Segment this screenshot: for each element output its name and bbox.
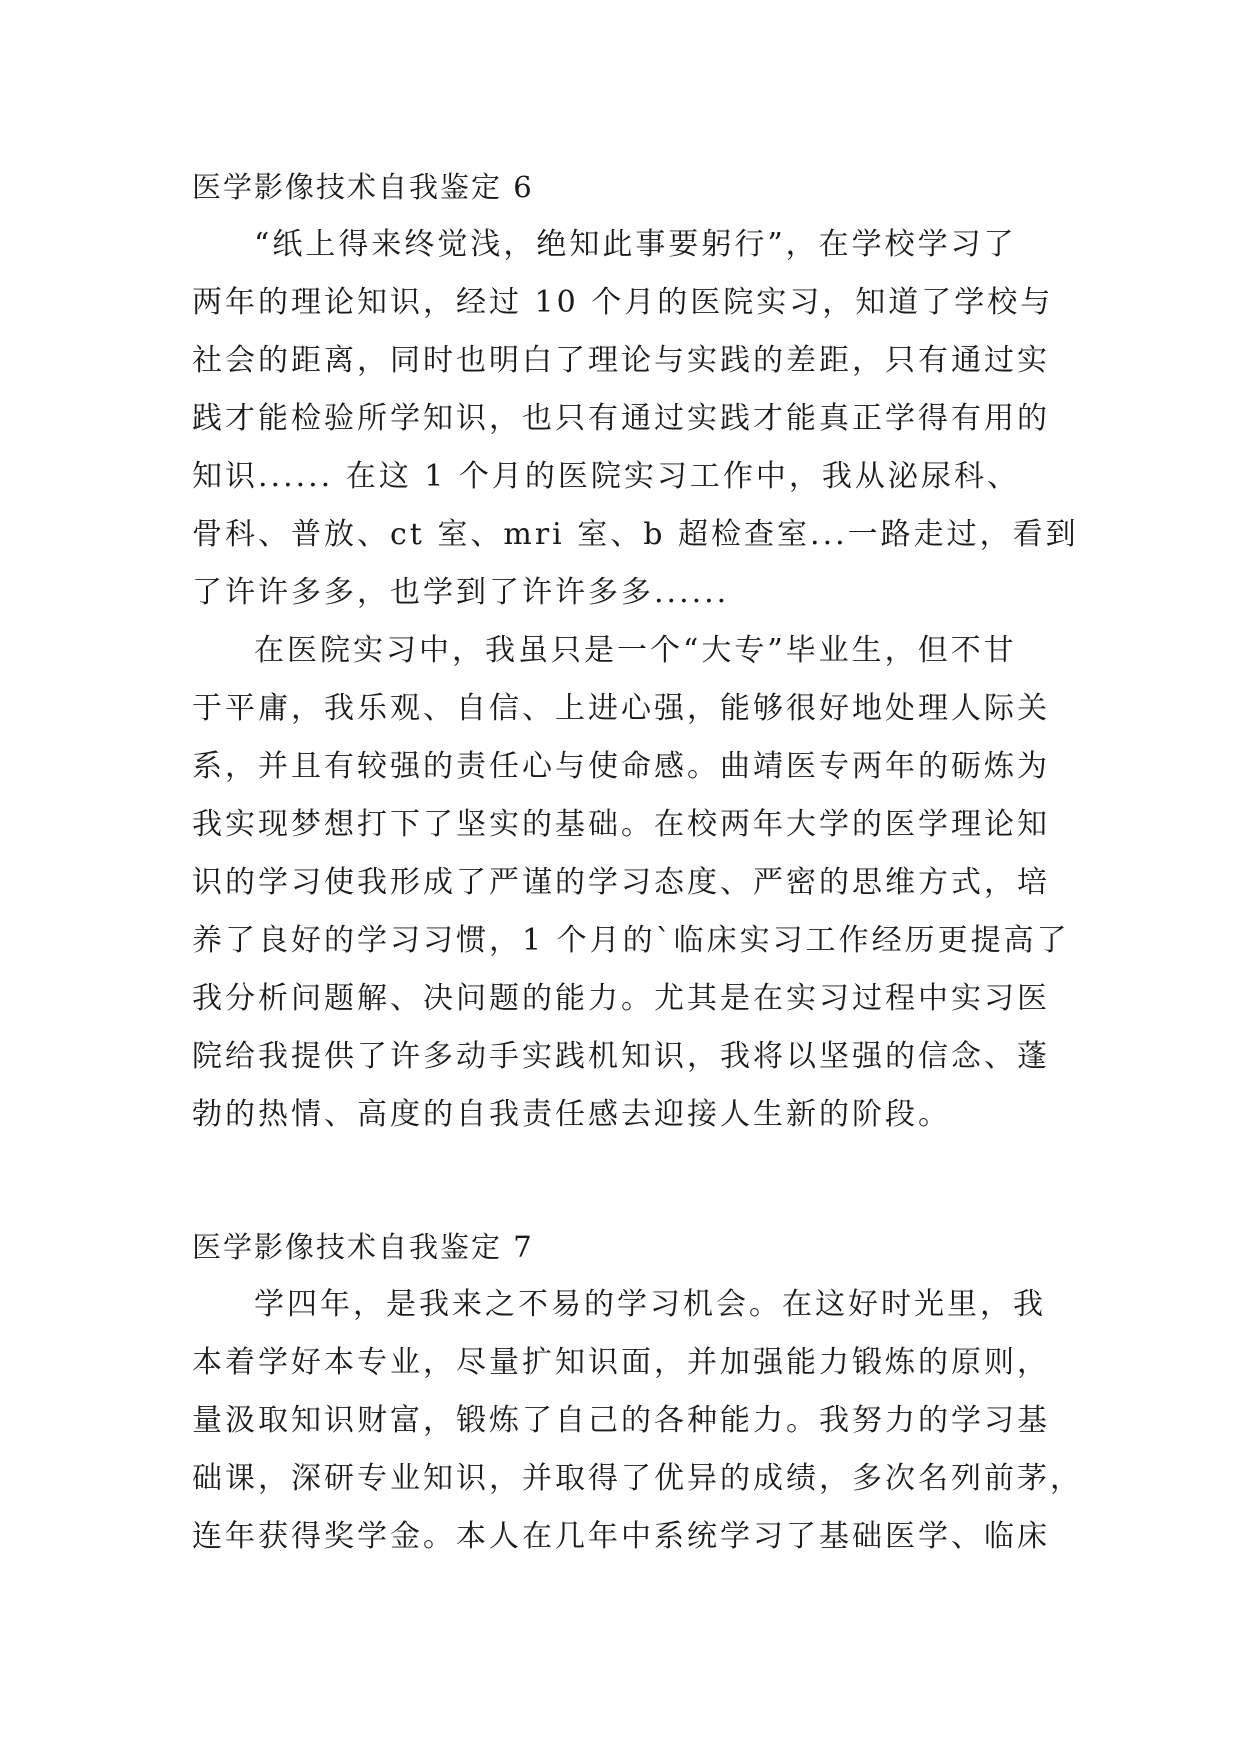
section-title: 医学影像技术自我鉴定 6: [192, 170, 534, 204]
section-title: 医学影像技术自我鉴定 7: [192, 1230, 534, 1264]
text-line: 本着学好本专业，尽量扩知识面，并加强能力锻炼的原则，: [192, 1345, 1050, 1380]
text-line: 了许许多多，也学到了许许多多......: [192, 575, 730, 610]
document-body: [192, 158, 1083, 1566]
paragraph: [192, 622, 1070, 1144]
text-line: 践才能检验所学知识，也只有通过实践才能真正学得有用的: [192, 401, 1050, 436]
paragraph: [192, 1276, 1083, 1566]
text-line: 于平庸，我乐观、自信、上进心强，能够很好地处理人际关: [192, 691, 1050, 726]
text-line: 养了良好的学习习惯，1 个月的`临床实习工作经历更提高了: [192, 923, 1070, 958]
text-line: 在医院实习中，我虽只是一个“大专”毕业生，但不甘: [254, 633, 1017, 668]
text-line: 连年获得奖学金。本人在几年中系统学习了基础医学、临床: [192, 1519, 1050, 1554]
text-line: 系，并且有较强的责任心与使命感。曲靖医专两年的砺炼为: [192, 749, 1050, 784]
text-line: “纸上得来终觉浅，绝知此事要躬行”，在学校学习了: [254, 227, 1017, 262]
text-line: 社会的距离，同时也明白了理论与实践的差距，只有通过实: [192, 343, 1050, 378]
text-line: 勃的热情、高度的自我责任感去迎接人生新的阶段。: [192, 1097, 951, 1132]
text-line: 学四年，是我来之不易的学习机会。在这好时光里，我: [254, 1287, 1046, 1322]
text-line: 院给我提供了许多动手实践机知识，我将以坚强的信念、蓬: [192, 1039, 1050, 1074]
section-spacer: [192, 1144, 1062, 1218]
text-line: 我实现梦想打下了坚实的基础。在校两年大学的医学理论知: [192, 807, 1050, 842]
text-line: 础课，深研专业知识，并取得了优异的成绩，多次名列前茅，: [192, 1461, 1083, 1496]
text-line: 两年的理论知识，经过 10 个月的医院实习，知道了学校与: [192, 285, 1054, 320]
text-line: 知识...... 在这 1 个月的医院实习工作中，我从泌尿科、: [192, 459, 1020, 494]
text-line: 我分析问题解、决问题的能力。尤其是在实习过程中实习医: [192, 981, 1050, 1016]
text-line: 识的学习使我形成了严谨的学习态度、严密的思维方式，培: [192, 865, 1050, 900]
paragraph: [192, 216, 1079, 622]
text-line: 量汲取知识财富，锻炼了自己的各种能力。我努力的学习基: [192, 1403, 1050, 1438]
text-line: 骨科、普放、ct 室、mri 室、b 超检查室...一路走过，看到: [192, 517, 1079, 552]
